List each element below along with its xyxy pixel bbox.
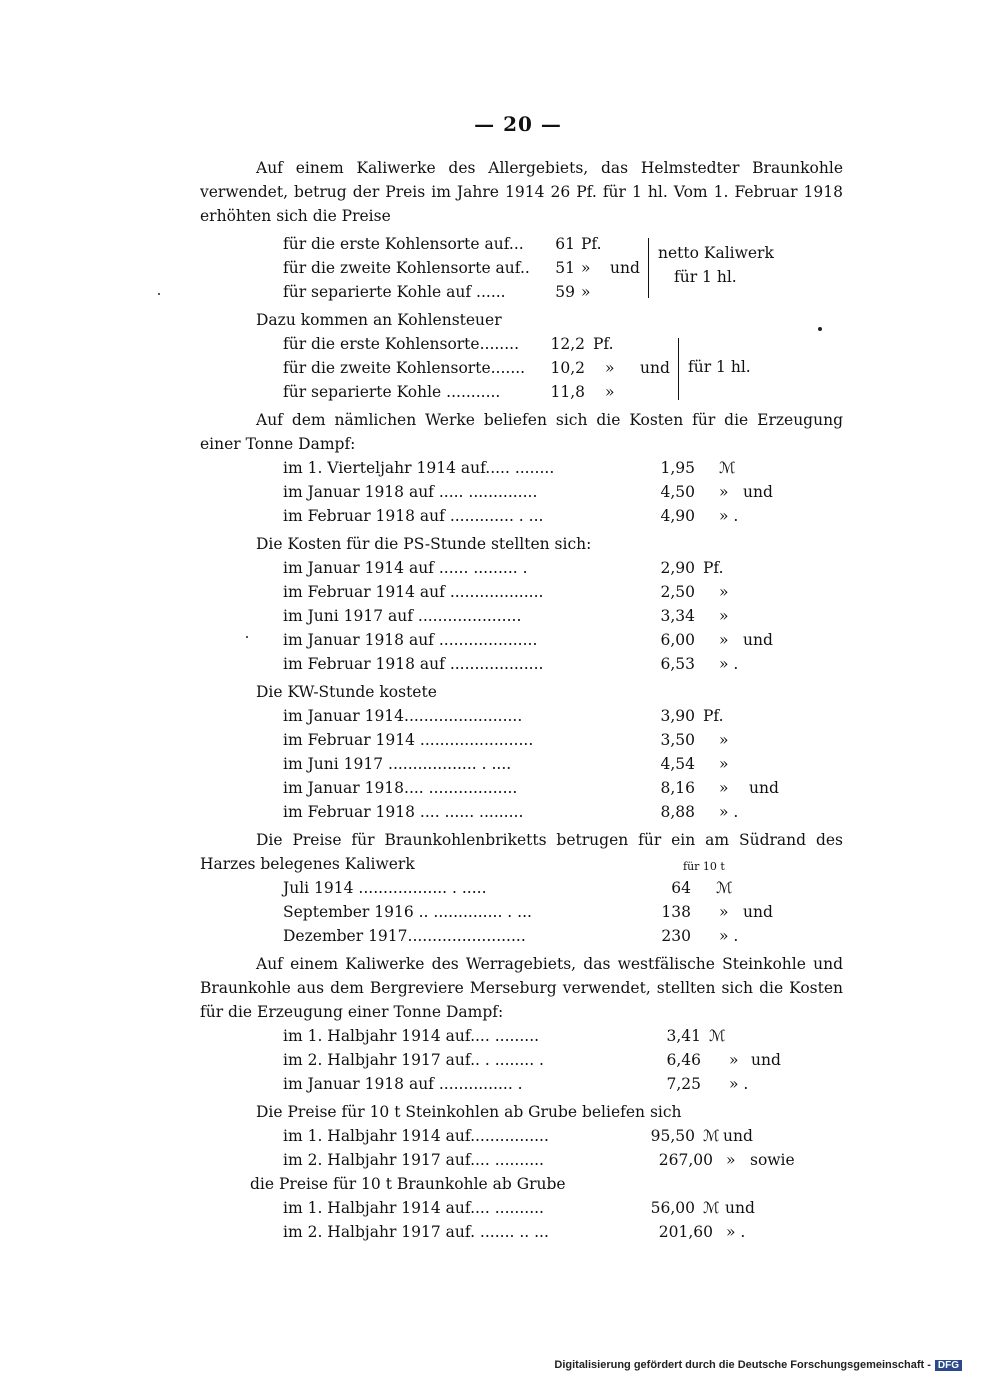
list1-note-line1: netto Kaliwerk [658,244,774,262]
row-value: 4,90 [660,507,695,525]
row-unit: » [719,583,729,601]
row-label: für die erste Kohlensorte........ [283,335,520,353]
row-unit: Pf. [703,707,724,725]
row-label: für separierte Kohle ........... [283,383,501,401]
row-conjunction: und [749,779,779,797]
row-unit: ℳ [703,1127,720,1145]
paragraph-8-intro: Die Preise für 10 t Steinkohlen ab Grube beliefen sich [256,1103,682,1121]
row-unit: » . [729,1075,749,1093]
row-value: 3,50 [660,731,695,749]
dfg-logo: DFG [935,1360,962,1371]
row-label: im Januar 1918 auf .................... [283,631,538,649]
row-value: 8,16 [660,779,695,797]
scan-speck [158,293,160,295]
row-label: Dezember 1917........................ [283,927,526,945]
row-label: für die zweite Kohlensorte auf.. [283,259,530,277]
brace [678,338,679,400]
row-unit: Pf. [581,235,602,253]
column-header: für 10 t [683,860,725,873]
row-value: 8,88 [660,803,695,821]
paragraph-6-text: Die Preise für Braunkohlenbriketts betrugen für ein am Südrand des Harzes belegenes Kaliwerk [200,831,843,873]
scan-speck [818,327,822,331]
paragraph-2-intro: Dazu kommen an Kohlensteuer [256,311,502,329]
paragraph-7 [200,952,843,1024]
paragraph-9-intro: die Preise für 10 t Braunkohle ab Grube [250,1175,566,1193]
row-label: im Januar 1918.... .................. [283,779,518,797]
scan-speck [246,636,248,638]
row-unit: » [729,1051,739,1069]
paragraph-1-text: Auf einem Kaliwerke des Allergebiets, das Helmstedter Braunkohle verwendet, betrug der Preis im Jahre 1914 26 Pf. für 1 hl. Vom 1. Februar 1918 erhöhten sich die Preise [200,159,843,225]
row-label: im Januar 1914........................ [283,707,523,725]
row-value: 59 [555,283,575,301]
row-label: im Juni 1917 .................. . .... [283,755,512,773]
row-unit: » [719,607,729,625]
row-unit: » [719,631,729,649]
row-label: für die zweite Kohlensorte....... [283,359,526,377]
row-unit: ℳ [716,879,733,897]
list1-note-line2: für 1 hl. [674,268,737,286]
row-unit: » . [726,1223,746,1241]
row-label: im Februar 1914 ....................... [283,731,534,749]
row-unit: » . [719,927,739,945]
row-unit: » [605,359,615,377]
row-unit: Pf. [703,559,724,577]
row-unit: ℳ [709,1027,726,1045]
row-value: 12,2 [550,335,585,353]
paragraph-7-text: Auf einem Kaliwerke des Werragebiets, das westfälische Steinkohle und Braunkohle aus dem Bergreviere Merseburg verwendet, stellten sich die Kosten für die Erzeugung einer Tonne Dampf: [200,955,843,1021]
brace [648,238,649,298]
row-label: im Februar 1918 auf ................... [283,655,544,673]
row-unit: » [719,903,729,921]
row-value: 4,54 [660,755,695,773]
row-value: 10,2 [550,359,585,377]
row-value: 201,60 [658,1223,713,1241]
paragraph-3-text: Auf dem nämlichen Werke beliefen sich die Kosten für die Erzeugung einer Tonne Dampf: [200,411,843,453]
row-conjunction: und [751,1051,781,1069]
row-value: 267,00 [658,1151,713,1169]
row-label: im 1. Halbjahr 1914 auf................ [283,1127,549,1145]
row-label: im 2. Halbjahr 1917 auf.. . ........ . [283,1051,544,1069]
row-value: 1,95 [660,459,695,477]
row-unit: » [581,259,591,277]
row-unit: » [719,483,729,501]
row-conjunction: sowie [750,1151,795,1169]
paragraph-3 [200,408,843,456]
row-value: 56,00 [650,1199,695,1217]
row-label: im Februar 1918 .... ...... ......... [283,803,524,821]
list2-note: für 1 hl. [688,358,751,376]
row-unit: ℳ [719,459,736,477]
paragraph-4-intro: Die Kosten für die PS-Stunde stellten sich: [256,535,592,553]
row-unit: » [605,383,615,401]
row-label: im 2. Halbjahr 1917 auf.... .......... [283,1151,544,1169]
row-value: 3,34 [660,607,695,625]
paragraph-5-intro: Die KW-Stunde kostete [256,683,437,701]
row-label: im Februar 1918 auf ............. . ... [283,507,544,525]
row-label: im 1. Halbjahr 1914 auf.... .......... [283,1199,544,1217]
row-conjunction: und [723,1127,753,1145]
row-value: 2,50 [660,583,695,601]
footer-text: Digitalisierung gefördert durch die Deutsche Forschungsgemeinschaft - [554,1359,931,1371]
row-value: 230 [661,927,691,945]
row-label: September 1916 .. .............. . ... [283,903,532,921]
row-label: Juli 1914 .................. . ..... [283,879,487,897]
row-label: im 1. Vierteljahr 1914 auf..... ........ [283,459,555,477]
row-conjunction: und [743,483,773,501]
row-label: im 1. Halbjahr 1914 auf.... ......... [283,1027,540,1045]
paragraph-1 [200,156,843,228]
row-value: 6,46 [666,1051,701,1069]
row-label: für die erste Kohlensorte auf... [283,235,524,253]
row-unit: » [719,755,729,773]
row-value: 51 [555,259,575,277]
row-value: 6,53 [660,655,695,673]
row-label: im Januar 1918 auf ............... . [283,1075,523,1093]
row-value: 11,8 [550,383,585,401]
row-conjunction: und [610,259,640,277]
row-conjunction: und [743,903,773,921]
page-number: — 20 — [474,112,562,136]
row-label: im Februar 1914 auf ................... [283,583,544,601]
row-conjunction: und [640,359,670,377]
row-value: 3,90 [660,707,695,725]
row-label: im Juni 1917 auf ..................... [283,607,522,625]
row-conjunction: und [743,631,773,649]
row-unit: » [726,1151,736,1169]
row-unit: » [581,283,591,301]
row-value: 64 [671,879,691,897]
row-value: 61 [555,235,575,253]
row-unit: » . [719,507,739,525]
row-label: im Januar 1914 auf ...... ......... . [283,559,528,577]
row-unit: Pf. [593,335,614,353]
row-unit: ℳ [703,1199,720,1217]
row-value: 7,25 [666,1075,701,1093]
row-label: im Januar 1918 auf ..... .............. [283,483,538,501]
row-value: 3,41 [666,1027,701,1045]
paragraph-6 [200,828,843,876]
row-value: 138 [661,903,691,921]
row-value: 95,50 [650,1127,695,1145]
row-label: im 2. Halbjahr 1917 auf. ....... .. ... [283,1223,549,1241]
row-conjunction: und [725,1199,755,1217]
row-unit: » [719,779,729,797]
row-value: 2,90 [660,559,695,577]
row-unit: » . [719,655,739,673]
row-unit: » . [719,803,739,821]
row-value: 4,50 [660,483,695,501]
row-unit: » [719,731,729,749]
row-label: für separierte Kohle auf ...... [283,283,506,301]
digitization-footer [554,1359,962,1371]
row-value: 6,00 [660,631,695,649]
